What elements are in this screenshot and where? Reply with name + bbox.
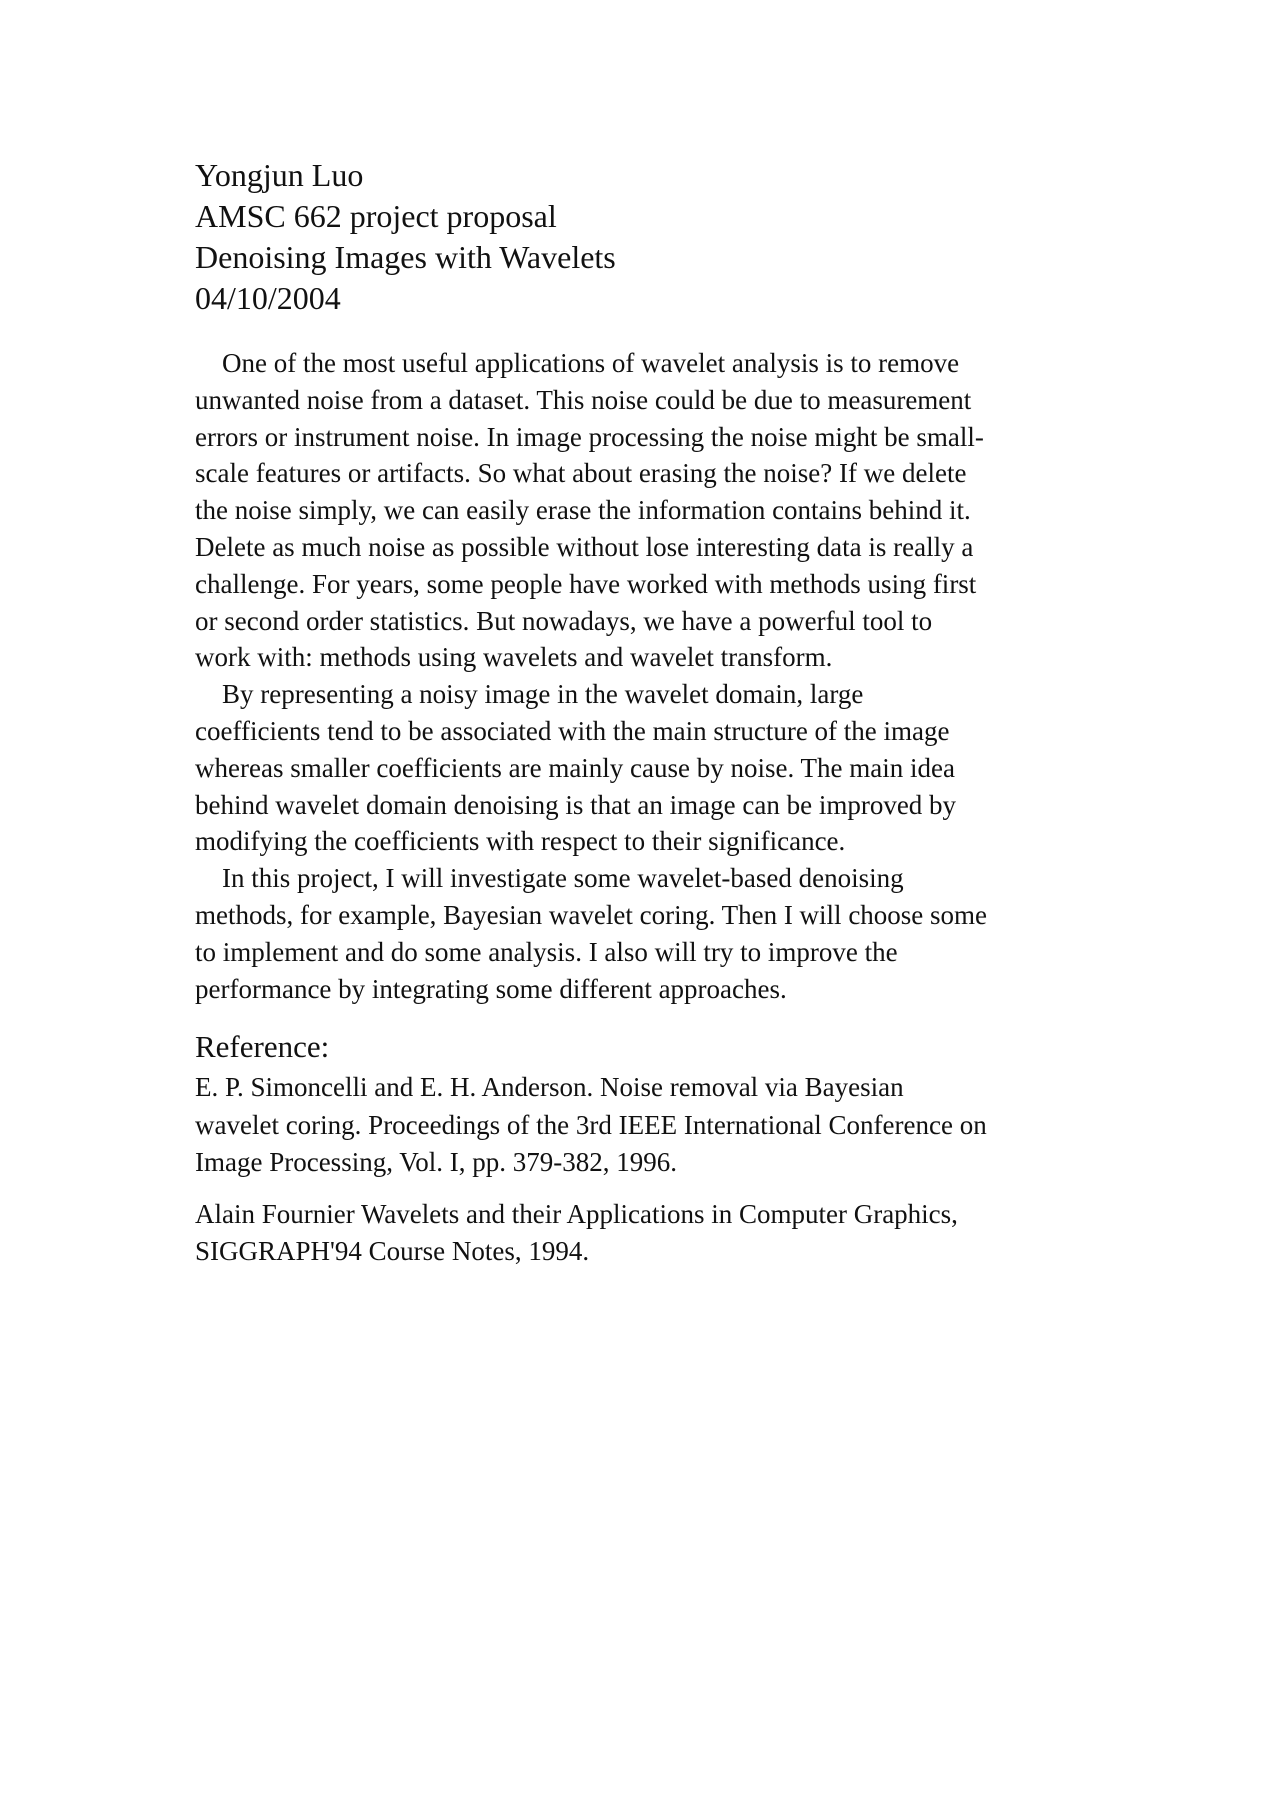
references-section [195,1027,1125,1271]
course-line: AMSC 662 project proposal [195,198,557,234]
text-line: wavelet coring. Proceedings of the 3rd IEEE International Conference on [195,1109,987,1140]
references-heading: Reference: [195,1029,330,1065]
text-line: E. P. Simoncelli and E. H. Anderson. Noise removal via Bayesian [195,1072,904,1103]
text-line: errors or instrument noise. In image processing the noise might be small- [195,421,984,452]
text-line: unwanted noise from a dataset. This noise could be due to measurement [195,384,972,415]
text-line: whereas smaller coefficients are mainly cause by noise. The main idea [195,752,955,783]
text-line: challenge. For years, some people have worked with methods using first [195,568,977,599]
paragraph-3 [195,860,1125,1007]
text-line: coefficients tend to be associated with the main structure of the image [195,715,950,746]
text-line: Delete as much noise as possible without lose interesting data is really a [195,531,974,562]
document-date: 04/10/2004 [195,280,341,316]
document-header [195,155,1125,319]
text-line: Alain Fournier Wavelets and their Applications in Computer Graphics, [195,1198,958,1229]
text-line: methods, for example, Bayesian wavelet coring. Then I will choose some [195,899,988,930]
author-name: Yongjun Luo [195,157,364,193]
text-line: to implement and do some analysis. I also will try to improve the [195,936,898,967]
reference-entry-1 [195,1069,1125,1182]
text-line: SIGGRAPH'94 Course Notes, 1994. [195,1236,590,1267]
reference-entry-2 [195,1196,1125,1271]
text-line: or second order statistics. But nowadays, we have a powerful tool to [195,605,933,636]
text-line: In this project, I will investigate some wavelet-based denoising [222,863,904,894]
paragraph-1 [195,345,1125,676]
document-page [195,155,1125,1271]
document-title: Denoising Images with Wavelets [195,239,616,275]
text-line: Image Processing, Vol. I, pp. 379-382, 1996. [195,1147,677,1178]
text-line: By representing a noisy image in the wavelet domain, large [222,679,864,710]
text-line: modifying the coefficients with respect to their significance. [195,826,846,857]
text-line: work with: methods using wavelets and wavelet transform. [195,642,833,673]
text-line: scale features or artifacts. So what about erasing the noise? If we delete [195,458,967,489]
proposal-body [195,345,1125,1007]
text-line: One of the most useful applications of wavelet analysis is to remove [222,348,960,378]
paragraph-2 [195,676,1125,860]
text-line: behind wavelet domain denoising is that an image can be improved by [195,789,957,820]
text-line: performance by integrating some different approaches. [195,973,787,1004]
text-line: the noise simply, we can easily erase the information contains behind it. [195,495,971,526]
